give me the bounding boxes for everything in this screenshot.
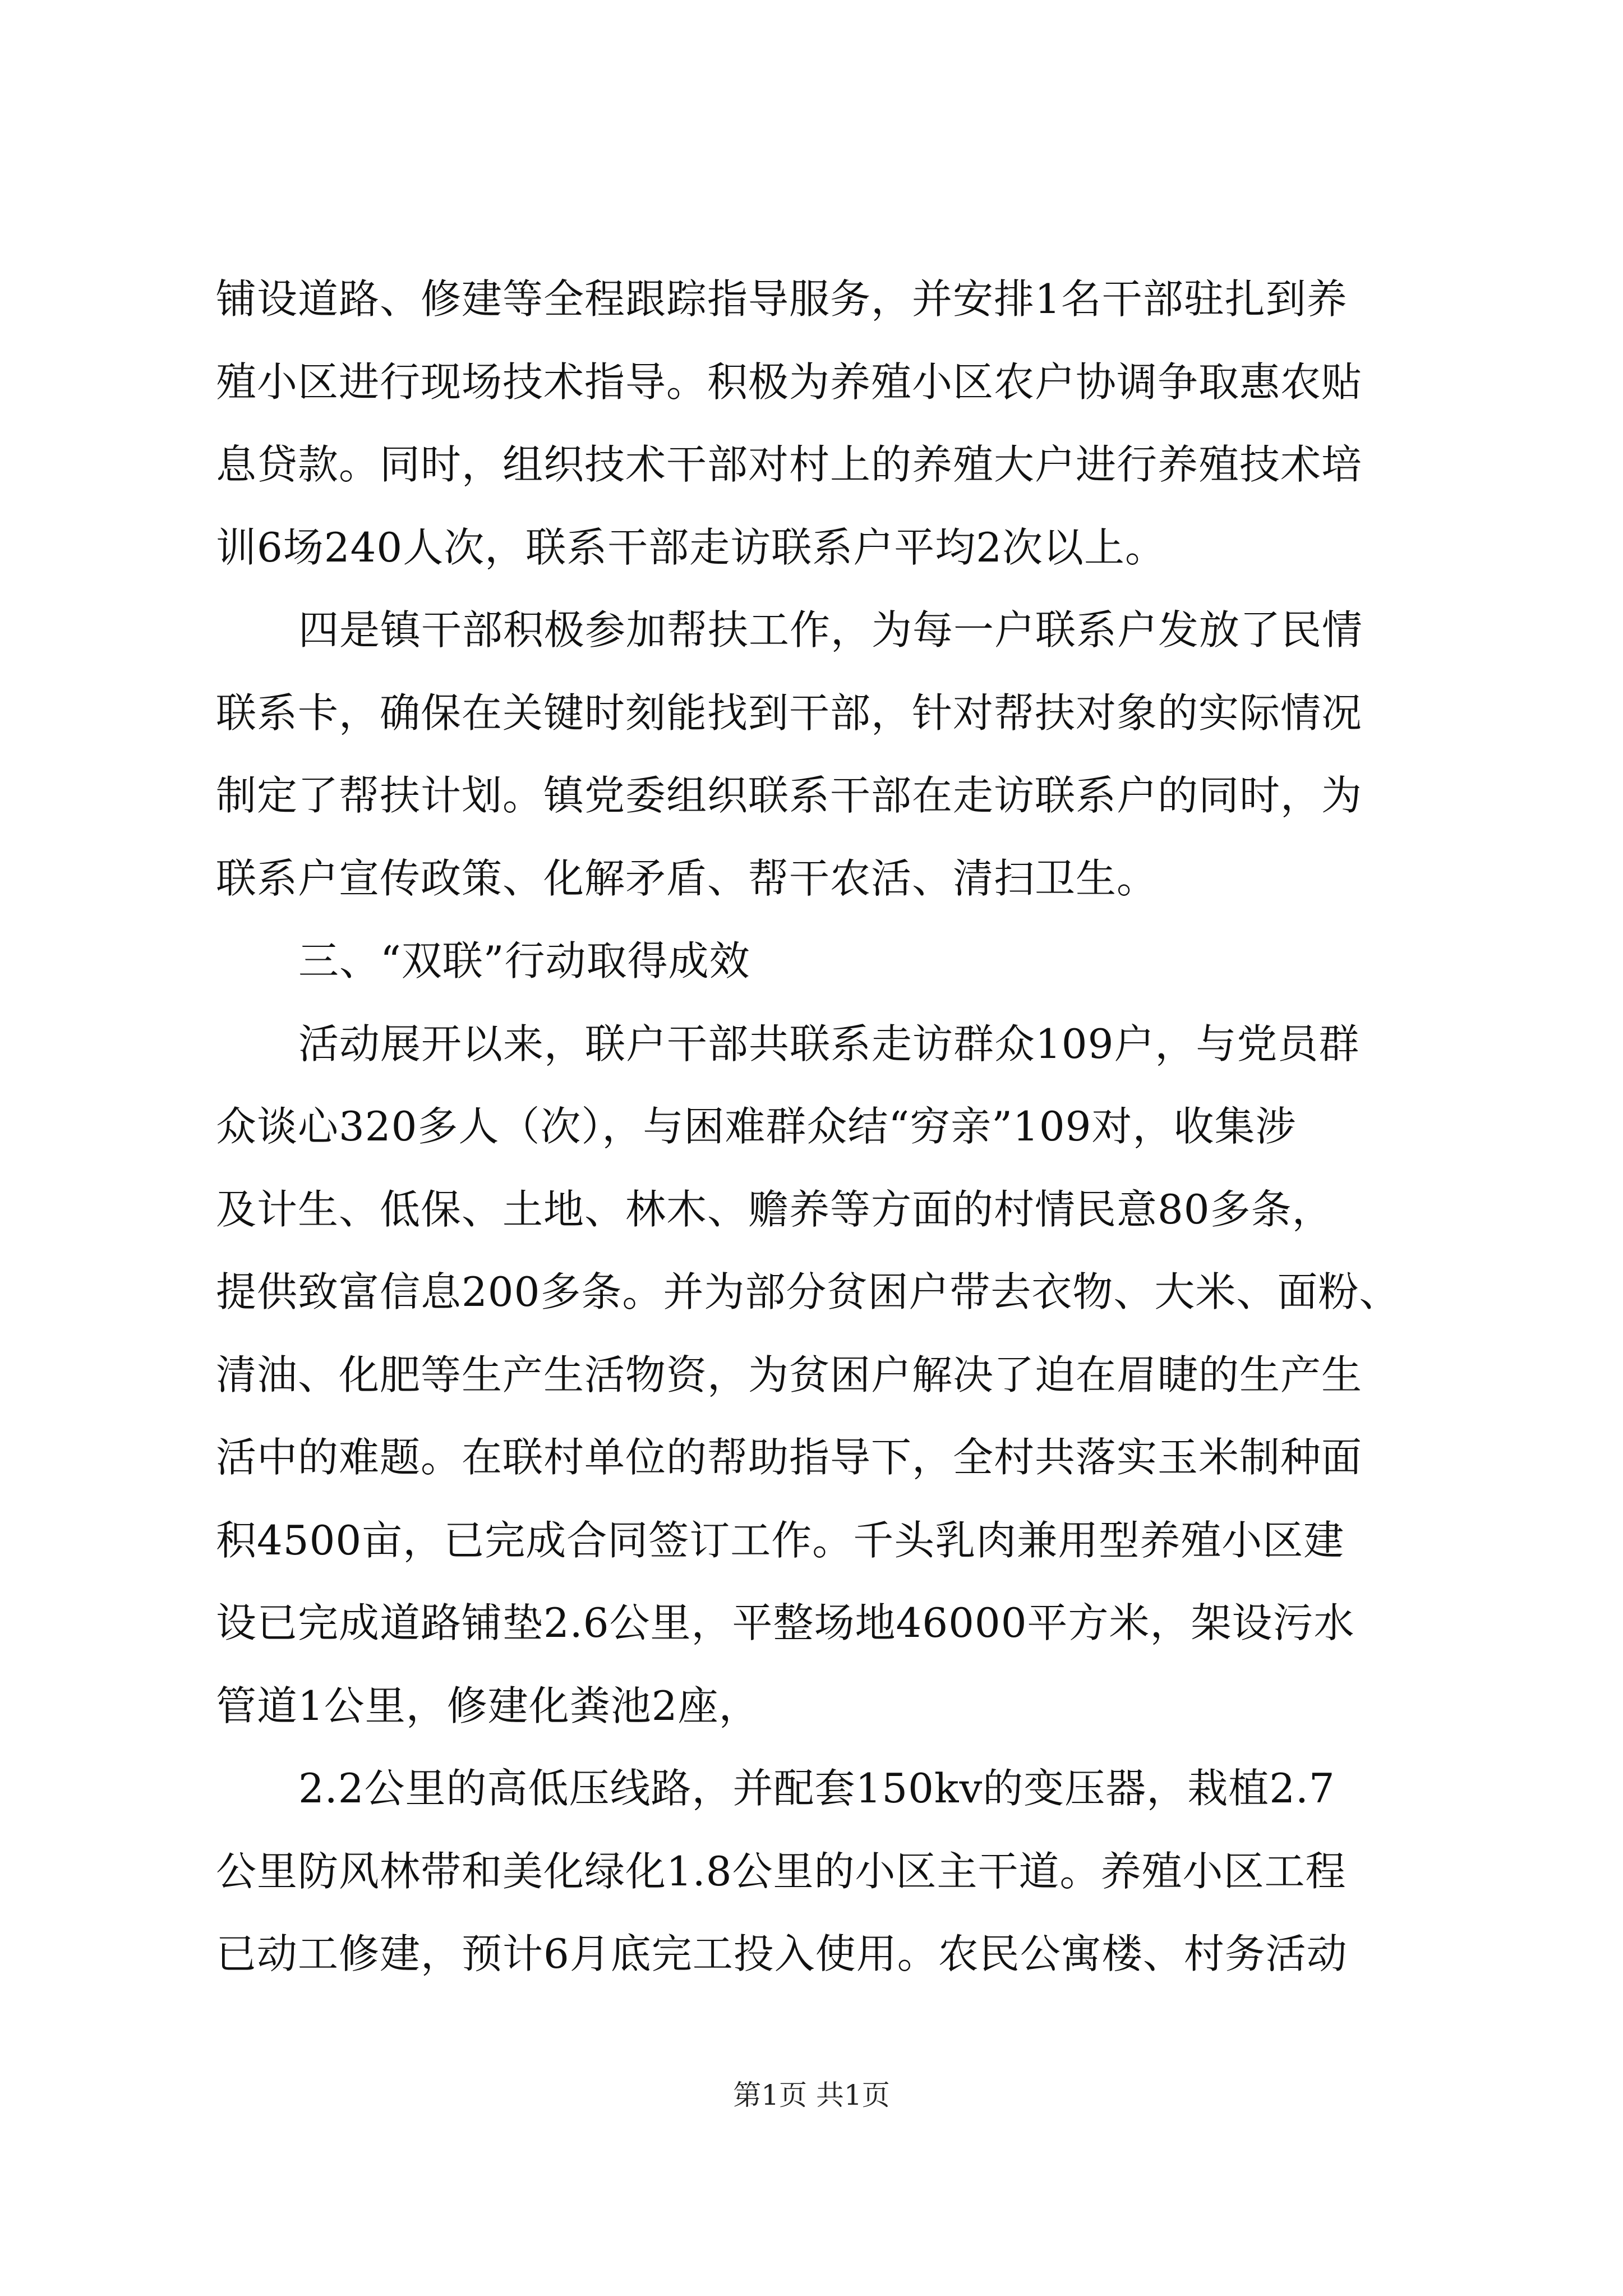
text-line: 众谈心320多人（次），与困难群众结“穷亲”109对，收集涉 xyxy=(216,1103,1297,1150)
text-line: 及计生、低保、土地、林木、赡养等方面的村情民意80多条， xyxy=(216,1185,1333,1233)
text-line: 联系卡，确保在关键时刻能找到干部，针对帮扶对象的实际情况 xyxy=(216,689,1363,737)
text-line: 清油、化肥等生产生活物资，为贫困户解决了迫在眉睫的生产生 xyxy=(216,1351,1363,1398)
text-line: 积4500亩，已完成合同签订工作。千头乳肉兼用型养殖小区建 xyxy=(216,1516,1345,1564)
text-line: 提供致富信息200多条。并为部分贫困户带去衣物、大米、面粉、 xyxy=(216,1268,1400,1315)
text-line: 已动工修建，预计6月底完工投入使用。农民公寓楼、村务活动 xyxy=(216,1930,1348,1977)
text-line: 铺设道路、修建等全程跟踪指导服务，并安排1名干部驻扎到养 xyxy=(216,275,1348,323)
text-line: 2.2公里的高低压线路，并配套150kv的变压器，栽植2.7 xyxy=(298,1765,1335,1812)
text-line: 管道1公里，修建化粪池2座， xyxy=(216,1682,760,1729)
text-line: 活中的难题。在联村单位的帮助指导下，全村共落实玉米制种面 xyxy=(216,1434,1363,1481)
section-heading: 三、“双联”行动取得成效 xyxy=(298,937,750,984)
text-line: 公里防风林带和美化绿化1.8公里的小区主干道。养殖小区工程 xyxy=(216,1847,1347,1895)
body-text xyxy=(216,258,1422,1996)
text-line: 训6场240人次，联系干部走访联系户平均2次以上。 xyxy=(216,523,1166,571)
text-line: 设已完成道路铺垫2.6公里，平整场地46000平方米，架设污水 xyxy=(216,1599,1355,1646)
text-line: 制定了帮扶计划。镇党委组织联系干部在走访联系户的同时，为 xyxy=(216,772,1363,819)
text-line: 息贷款。同时，组织技术干部对村上的养殖大户进行养殖技术培 xyxy=(216,441,1363,488)
page-footer: 第1页 共1页 xyxy=(733,2079,890,2111)
text-line: 四是镇干部积极参加帮扶工作，为每一户联系户发放了民情 xyxy=(298,606,1363,654)
text-line: 联系户宣传政策、化解矛盾、帮干农活、清扫卫生。 xyxy=(216,854,1158,902)
text-line: 活动展开以来，联户干部共联系走访群众109户，与党员群 xyxy=(298,1020,1360,1068)
text-line: 殖小区进行现场技术指导。积极为养殖小区农户协调争取惠农贴 xyxy=(216,358,1363,406)
